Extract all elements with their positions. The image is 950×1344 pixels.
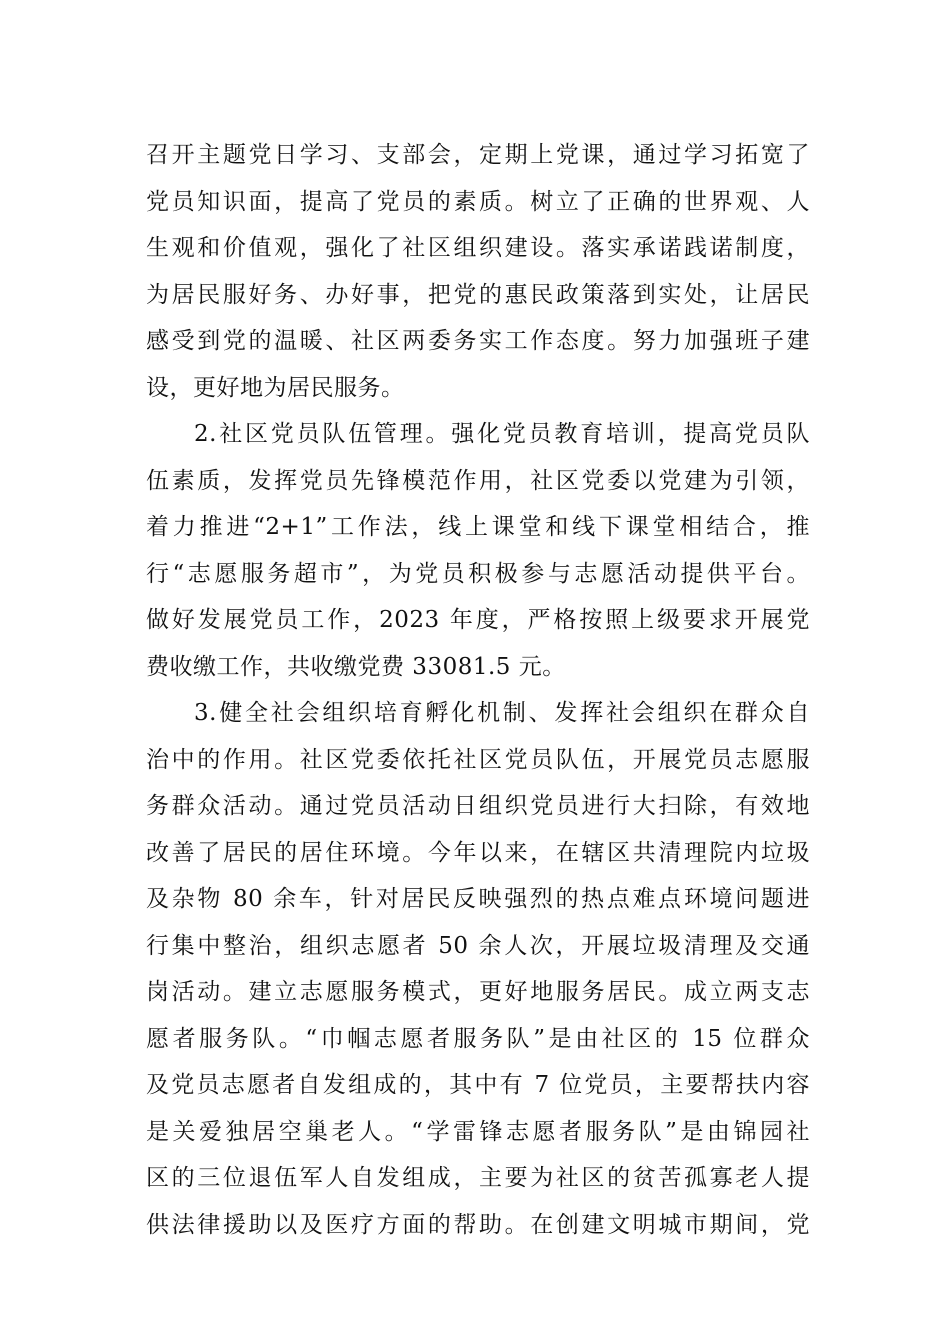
body-text	[146, 132, 810, 1248]
paragraph-line: 党员知识面，提高了党员的素质。树立了正确的世界观、人	[146, 188, 810, 215]
paragraph-line: 着力推进“2+1”工作法，线上课堂和线下课堂相结合，推	[146, 514, 810, 540]
paragraph-line: 生观和价值观，强化了社区组织建设。落实承诺践诺制度，	[146, 235, 810, 261]
paragraph-line: 区的三位退伍军人自发组成，主要为社区的贫苦孤寡老人提	[146, 1165, 810, 1191]
paragraph-line: 为居民服好务、办好事，把党的惠民政策落到实处，让居民	[146, 281, 810, 308]
paragraph-line: 召开主题党日学习、支部会，定期上党课，通过学习拓宽了	[146, 142, 810, 168]
paragraph-line: 感受到党的温暖、社区两委务实工作态度。努力加强班子建	[146, 328, 810, 354]
paragraph-line: 岗活动。建立志愿服务模式，更好地服务居民。成立两支志	[146, 979, 810, 1005]
paragraph-3	[146, 690, 810, 1248]
paragraph-line: 及杂物 80 余车，针对居民反映强烈的热点难点环境问题进	[146, 886, 810, 912]
paragraph-line: 是关爱独居空巢老人。“学雷锋志愿者服务队”是由锦园社	[146, 1118, 810, 1145]
paragraph-line: 2.社区党员队伍管理。强化党员教育培训，提高党员队	[194, 421, 810, 447]
paragraph-line: 供法律援助以及医疗方面的帮助。在创建文明城市期间，党	[146, 1211, 810, 1238]
paragraph-line: 治中的作用。社区党委依托社区党员队伍，开展党员志愿服	[146, 746, 810, 773]
paragraph-2	[146, 411, 810, 690]
paragraph-line: 行集中整治，组织志愿者 50 余人次，开展垃圾清理及交通	[146, 932, 810, 959]
paragraph-line: 设，更好地为居民服务。	[146, 374, 405, 401]
paragraph-line: 做好发展党员工作，2023 年度，严格按照上级要求开展党	[146, 607, 810, 633]
paragraph-line: 务群众活动。通过党员活动日组织党员进行大扫除，有效地	[146, 793, 810, 819]
paragraph-line: 伍素质，发挥党员先锋模范作用，社区党委以党建为引领，	[146, 467, 810, 494]
paragraph-line: 愿者服务队。“巾帼志愿者服务队”是由社区的 15 位群众	[146, 1025, 810, 1052]
paragraph-line: 行“志愿服务超市”，为党员积极参与志愿活动提供平台。	[146, 560, 810, 587]
paragraph-line: 3.健全社会组织培育孵化机制、发挥社会组织在群众自	[194, 700, 810, 726]
paragraph-line: 改善了居民的居住环境。今年以来，在辖区共清理院内垃圾	[146, 839, 810, 866]
paragraph-line: 及党员志愿者自发组成的，其中有 7 位党员，主要帮扶内容	[146, 1072, 810, 1098]
paragraph-1-continued	[146, 132, 810, 411]
paragraph-line: 费收缴工作，共收缴党费 33081.5 元。	[146, 653, 566, 680]
